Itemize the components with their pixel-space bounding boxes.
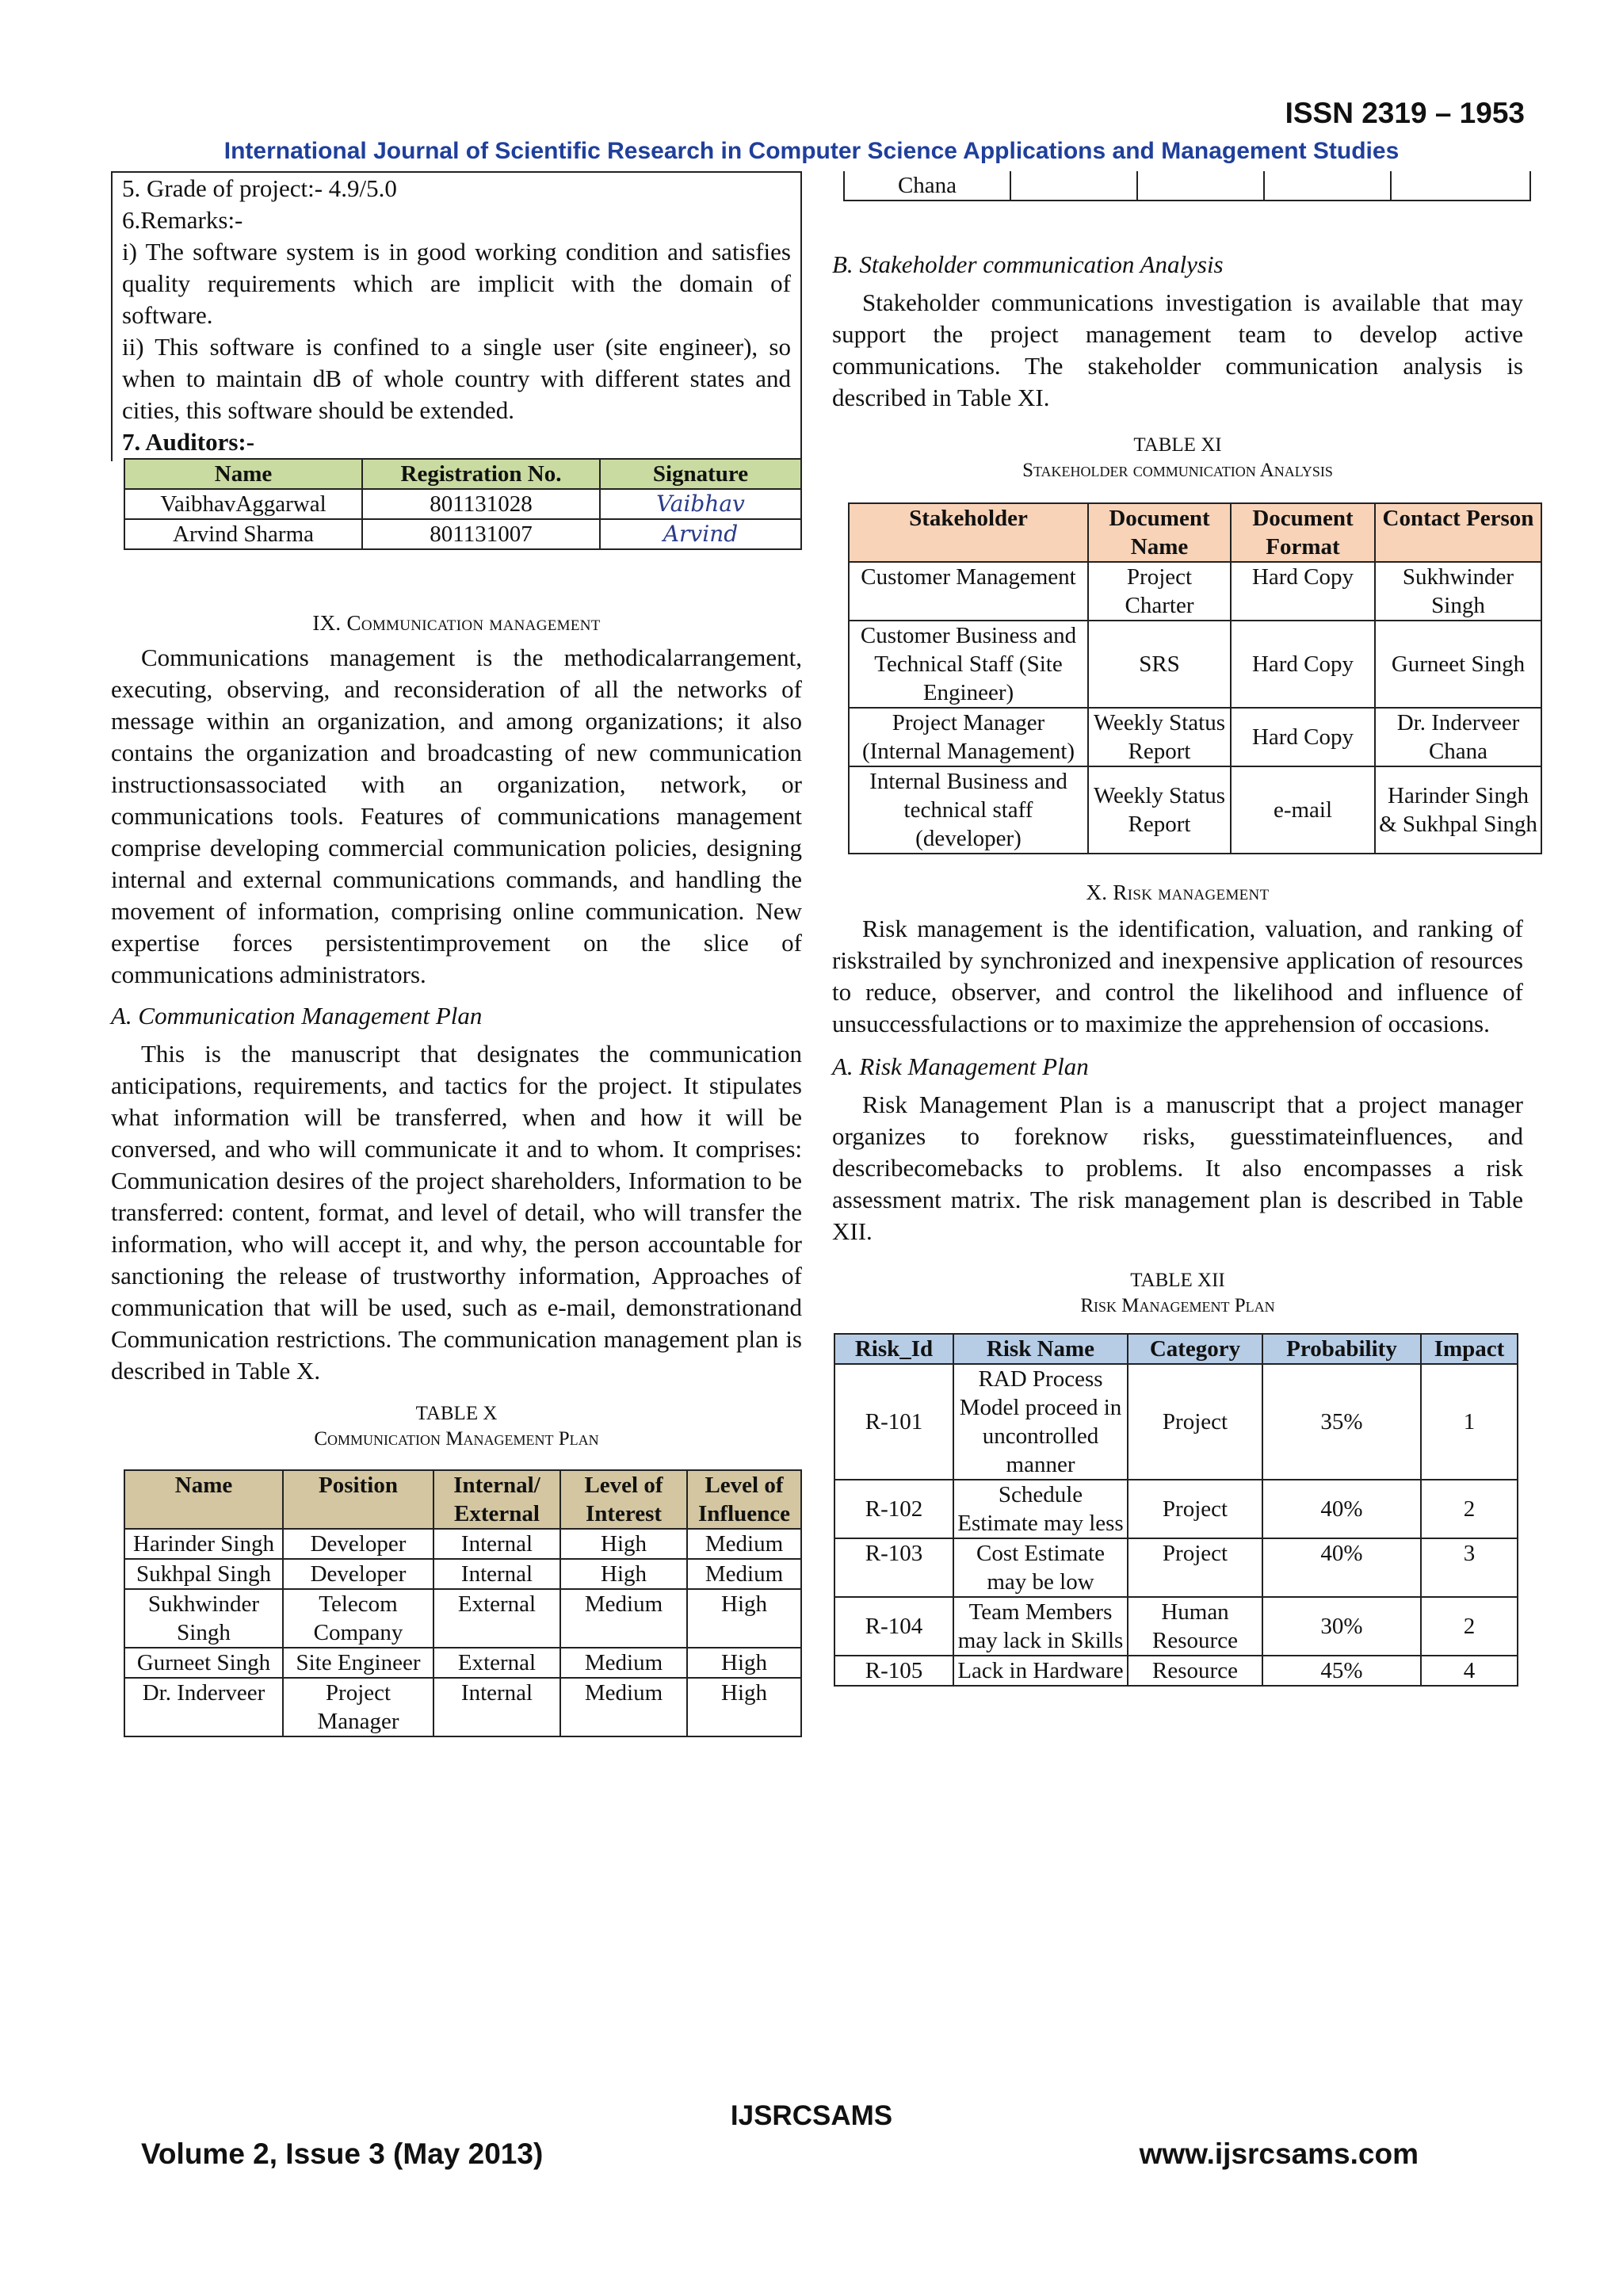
col-header: Level of Influence — [687, 1470, 801, 1529]
table-header-row — [849, 503, 1541, 562]
section-9-title: IX. Communication management — [312, 611, 601, 635]
cell: Medium — [560, 1589, 687, 1648]
cell: External — [433, 1648, 560, 1678]
col-header: Internal/ External — [433, 1470, 560, 1529]
table-10-label: TABLE X — [415, 1403, 498, 1424]
remark-2: ii) This software is confined to a single user (site engineer), so when to maintain dB of whole country with different states and cities, this software should be extended. — [122, 333, 791, 424]
col-header: Stakeholder — [849, 503, 1088, 562]
cell: Hard Copy — [1231, 708, 1375, 766]
cell: 35% — [1262, 1364, 1421, 1480]
col-header: Contact Person — [1375, 503, 1541, 562]
table-row — [834, 1656, 1518, 1686]
auditor-header-reg: Registration No. — [362, 459, 600, 489]
cell: Sukhpal Singh — [124, 1559, 283, 1589]
issn: ISSN 2319 – 1953 — [1285, 97, 1525, 129]
cell: Project — [1128, 1538, 1262, 1597]
journal-title: International Journal of Scientific Research in Computer Science Applications and Management Studies — [223, 138, 1400, 164]
cell: R-103 — [834, 1538, 953, 1597]
cell: Developer — [283, 1529, 433, 1559]
col-header: Name — [124, 1470, 283, 1529]
cell: Weekly Status Report — [1088, 708, 1231, 766]
cell: Site Engineer — [283, 1648, 433, 1678]
cell: R-102 — [834, 1480, 953, 1538]
cell: RAD Process Model proceed in uncontrolled manner — [953, 1364, 1128, 1480]
cell: Chana — [844, 171, 1010, 201]
cell: Project — [1128, 1480, 1262, 1538]
cell: 40% — [1262, 1480, 1421, 1538]
col-header: Level of Interest — [560, 1470, 687, 1529]
auditor-signature — [600, 519, 801, 549]
section-10-paragraph: Risk management is the identification, valuation, and ranking of riskstrailed by synchronized and inexpensive application of resources to reduce, observer, and control the likelihood and influence of unsuccessfulactions or to maximize the apprehension of occasions. — [832, 915, 1523, 1037]
cell: Gurneet Singh — [124, 1648, 283, 1678]
table-10-caption: Communication Management Plan — [314, 1428, 599, 1450]
cell: Human Resource — [1128, 1597, 1262, 1656]
cell: 1 — [1421, 1364, 1518, 1480]
cell: Medium — [687, 1529, 801, 1559]
table-row — [849, 621, 1541, 708]
col-header: Probability — [1262, 1334, 1421, 1364]
cell: Harinder Singh & Sukhpal Singh — [1375, 766, 1541, 854]
footer-journal-abbrev: IJSRCSAMS — [730, 2100, 893, 2131]
cell: External — [433, 1589, 560, 1648]
subsection-risk-a-title: A. Risk Management Plan — [832, 1052, 1089, 1080]
cell: 4 — [1421, 1656, 1518, 1686]
table-row — [124, 1589, 801, 1648]
cell: R-104 — [834, 1597, 953, 1656]
cell: Internal — [433, 1559, 560, 1589]
signature-image: Arvind — [663, 521, 739, 547]
cell: Internal — [433, 1678, 560, 1736]
cell: SRS — [1088, 621, 1231, 708]
cell: 30% — [1262, 1597, 1421, 1656]
auditor-name: Arvind Sharma — [124, 519, 362, 549]
cell: Hard Copy — [1231, 562, 1375, 621]
cell — [1137, 171, 1264, 201]
col-header: Document Format — [1231, 503, 1375, 562]
auditor-signature — [600, 489, 801, 519]
cell: 2 — [1421, 1597, 1518, 1656]
cell: Gurneet Singh — [1375, 621, 1541, 708]
subsection-a-paragraph: This is the manuscript that designates the communication anticipations, requirements, and tactics for the project. It stipulates what information will be transferred, when and how it will be conversed, and who will communicate it and to whom. It comprises: Communication desires of the project shareholders, Information to be transferred: content, format, and level of detail, who will transfer the information, who will accept it, and why, the person accountable for sanctioning the release of trustworthy information, Approaches of communication that will be used, such as e-mail, demonstrationand Communication restrictions. The communication management plan is described in Table X. — [111, 1040, 802, 1385]
table-row — [124, 1648, 801, 1678]
remark-1: i) The software system is in good working condition and satisfies quality requirements which are implicit with the domain of software. — [122, 238, 791, 329]
table-row — [834, 1538, 1518, 1597]
cell: 2 — [1421, 1480, 1518, 1538]
cell: Sukhwinder Singh — [124, 1589, 283, 1648]
cell: Hard Copy — [1231, 621, 1375, 708]
left-column — [111, 171, 802, 1737]
col-header: Category — [1128, 1334, 1262, 1364]
risk-plan-table — [834, 1333, 1518, 1687]
auditors-heading: 7. Auditors:- — [122, 428, 255, 456]
subsection-risk-a-paragraph: Risk Management Plan is a manuscript that a project manager organizes to foreknow risks, guesstimateinfluences, and describecomebacks to problems. It also encompasses a risk assessment matrix. The risk management plan is described in Table XII. — [832, 1091, 1523, 1245]
cell: Harinder Singh — [124, 1529, 283, 1559]
cell: 40% — [1262, 1538, 1421, 1597]
col-header: Impact — [1421, 1334, 1518, 1364]
table-header-row — [834, 1334, 1518, 1364]
cell: High — [560, 1529, 687, 1559]
cell: Resource — [1128, 1656, 1262, 1686]
grade-line: 5. Grade of project:- 4.9/5.0 — [122, 174, 397, 202]
remarks-line: 6.Remarks:- — [122, 206, 243, 234]
signature-image: Vaibhav — [656, 491, 745, 517]
cell: Dr. Inderveer — [124, 1678, 283, 1736]
section-10-title: X. Risk management — [1086, 881, 1270, 904]
cell: Cost Estimate may be low — [953, 1538, 1128, 1597]
continued-table-row — [843, 171, 1531, 201]
cell: Project Charter — [1088, 562, 1231, 621]
table-row — [124, 1559, 801, 1589]
auditors-table — [124, 458, 802, 550]
table-row — [124, 1529, 801, 1559]
subsection-b-paragraph: Stakeholder communications investigation is available that may support the project management team to develop active communications. The stakeholder communication analysis is described in Table XI. — [832, 288, 1523, 411]
table-12-label: TABLE XII — [1130, 1270, 1225, 1291]
cell: R-101 — [834, 1364, 953, 1480]
cell: Dr. Inderveer Chana — [1375, 708, 1541, 766]
table-row — [849, 562, 1541, 621]
cell: Medium — [560, 1648, 687, 1678]
cell: Weekly Status Report — [1088, 766, 1231, 854]
cell: Project — [1128, 1364, 1262, 1480]
footer-website: www.ijsrcsams.com — [1139, 2137, 1419, 2170]
table-row — [844, 171, 1530, 201]
cell: R-105 — [834, 1656, 953, 1686]
subsection-a-title: A. Communication Management Plan — [111, 1002, 483, 1030]
cell: e-mail — [1231, 766, 1375, 854]
table-row — [849, 766, 1541, 854]
cell: Internal Business and technical staff (developer) — [849, 766, 1088, 854]
right-column — [832, 171, 1537, 1687]
cell: Team Members may lack in Skills — [953, 1597, 1128, 1656]
table-row — [124, 519, 801, 549]
table-12-caption: Risk Management Plan — [1080, 1295, 1275, 1316]
table-row — [124, 489, 801, 519]
col-header: Risk_Id — [834, 1334, 953, 1364]
cell: Medium — [560, 1678, 687, 1736]
cell — [1391, 171, 1530, 201]
cell: High — [687, 1589, 801, 1648]
cell: Customer Business and Technical Staff (Site Engineer) — [849, 621, 1088, 708]
auditor-header-name: Name — [124, 459, 362, 489]
auditor-reg: 801131028 — [362, 489, 600, 519]
table-11-caption: Stakeholder communication Analysis — [1022, 460, 1333, 481]
table-row — [124, 1678, 801, 1736]
cell: 3 — [1421, 1538, 1518, 1597]
cell: Telecom Company — [283, 1589, 433, 1648]
auditor-name: VaibhavAggarwal — [124, 489, 362, 519]
subsection-b-title: B. Stakeholder communication Analysis — [832, 250, 1224, 278]
table-11-label: TABLE XI — [1133, 434, 1222, 456]
cell: Lack in Hardware — [953, 1656, 1128, 1686]
cell — [1010, 171, 1137, 201]
cell — [1264, 171, 1391, 201]
cell: Customer Management — [849, 562, 1088, 621]
cell: High — [687, 1648, 801, 1678]
section-9-paragraph: Communications management is the methodicalarrangement, executing, observing, and reconsideration of all the networks of message within an organization, and among organizations; it also contains the organization and broadcasting of new communication instructionsassociated with an organization, network, or communications tools. Features of communications management comprise developing commercial communication policies, designing internal and external communications commands, and handling the movement of information, comprising online communication. New expertise forces persistentimprovement on the slice of communications administrators. — [111, 644, 802, 988]
evaluation-box — [111, 171, 802, 461]
table-row — [849, 708, 1541, 766]
cell: Sukhwinder Singh — [1375, 562, 1541, 621]
table-row — [834, 1480, 1518, 1538]
auditor-reg: 801131007 — [362, 519, 600, 549]
table-row — [834, 1364, 1518, 1480]
cell: High — [560, 1559, 687, 1589]
cell: Project Manager (Internal Management) — [849, 708, 1088, 766]
cell: Developer — [283, 1559, 433, 1589]
table-row — [834, 1597, 1518, 1656]
cell: Internal — [433, 1529, 560, 1559]
col-header: Position — [283, 1470, 433, 1529]
auditor-header-signature: Signature — [600, 459, 801, 489]
stakeholder-table — [848, 502, 1542, 854]
table-header-row — [124, 1470, 801, 1529]
communication-plan-table — [124, 1469, 802, 1737]
cell: Schedule Estimate may less — [953, 1480, 1128, 1538]
cell: High — [687, 1678, 801, 1736]
col-header: Risk Name — [953, 1334, 1128, 1364]
auditors-header-row — [124, 459, 801, 489]
col-header: Document Name — [1088, 503, 1231, 562]
footer-volume: Volume 2, Issue 3 (May 2013) — [141, 2137, 544, 2170]
cell: Project Manager — [283, 1678, 433, 1736]
cell: Medium — [687, 1559, 801, 1589]
cell: 45% — [1262, 1656, 1421, 1686]
